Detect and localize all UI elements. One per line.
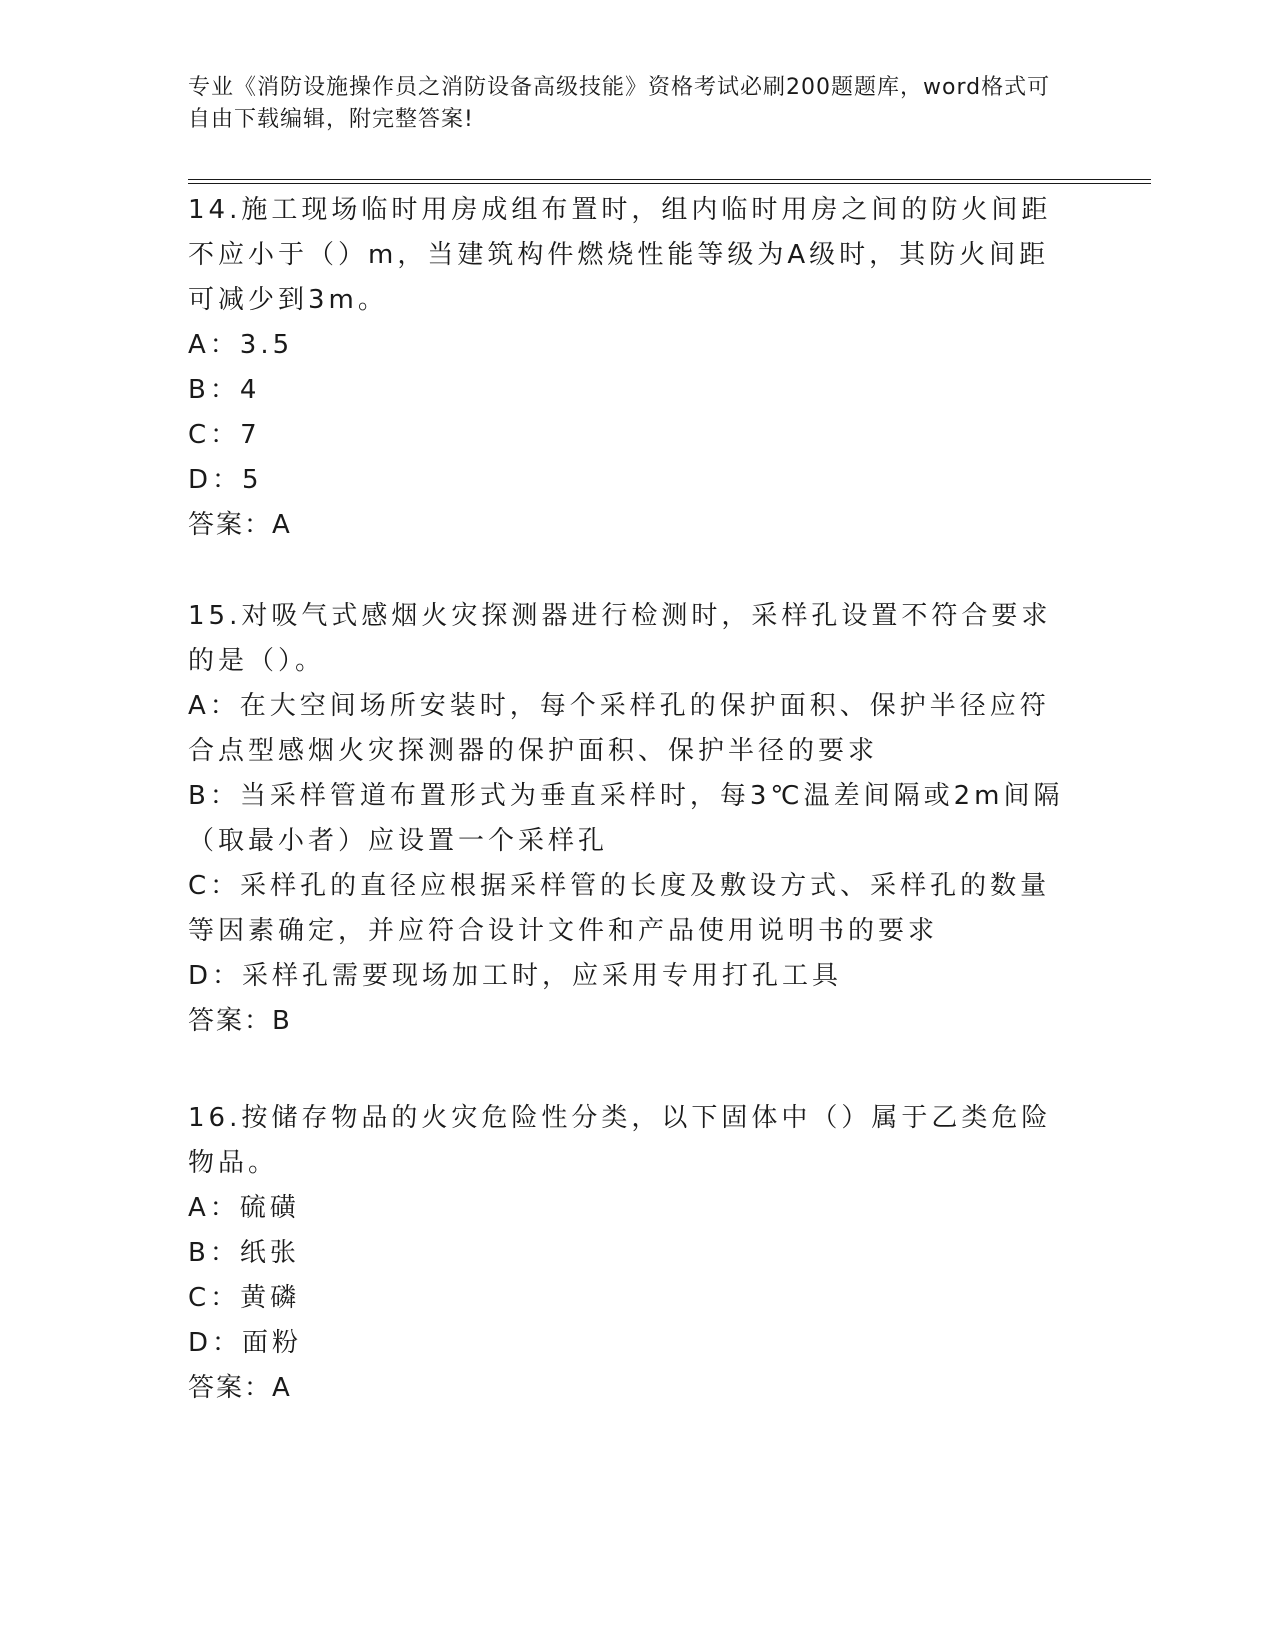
option-d: D：采样孔需要现场加工时，应采用专用打孔工具 [188,961,843,991]
option-b: B：4 [188,375,261,405]
answer-line: 答案：A [188,1373,292,1403]
option-d: D：面粉 [188,1328,303,1358]
document-header: 专业《消防设施操作员之消防设备高级技能》资格考试必刷200题题库，word格式可自由下载编辑，附完整答案! [188,75,1051,132]
question-14 [188,188,1078,548]
option-a: A：3.5 [188,330,294,360]
question-15 [188,594,1078,1044]
question-stem: 15.对吸气式感烟火灾探测器进行检测时，采样孔设置不符合要求的是（）。 [188,601,1052,676]
question-stem: 16.按储存物品的火灾危险性分类，以下固体中（）属于乙类危险物品。 [188,1103,1052,1178]
question-16 [188,1096,1078,1411]
option-b: B：当采样管道布置形式为垂直采样时，每3℃温差间隔或2m间隔（取最小者）应设置一个采样孔 [188,781,1064,856]
answer-line: 答案：B [188,1006,292,1036]
answer-line: 答案：A [188,510,292,540]
option-c: C：7 [188,420,261,450]
option-a: A：在大空间场所安装时，每个采样孔的保护面积、保护半径应符合点型感烟火灾探测器的保护面积、保护半径的要求 [188,691,1050,766]
option-b: B：纸张 [188,1238,300,1268]
option-c: C：黄磷 [188,1283,301,1313]
option-a: A：硫磺 [188,1193,300,1223]
option-c: C：采样孔的直径应根据采样管的长度及敷设方式、采样孔的数量等因素确定，并应符合设计文件和产品使用说明书的要求 [188,871,1051,946]
option-d: D：5 [188,465,263,495]
header-divider-top [188,179,1151,180]
header-divider-bottom [188,183,1151,184]
question-stem: 14.施工现场临时用房成组布置时，组内临时用房之间的防火间距不应小于（）m，当建筑构件燃烧性能等级为A级时，其防火间距可减少到3m。 [188,195,1052,315]
